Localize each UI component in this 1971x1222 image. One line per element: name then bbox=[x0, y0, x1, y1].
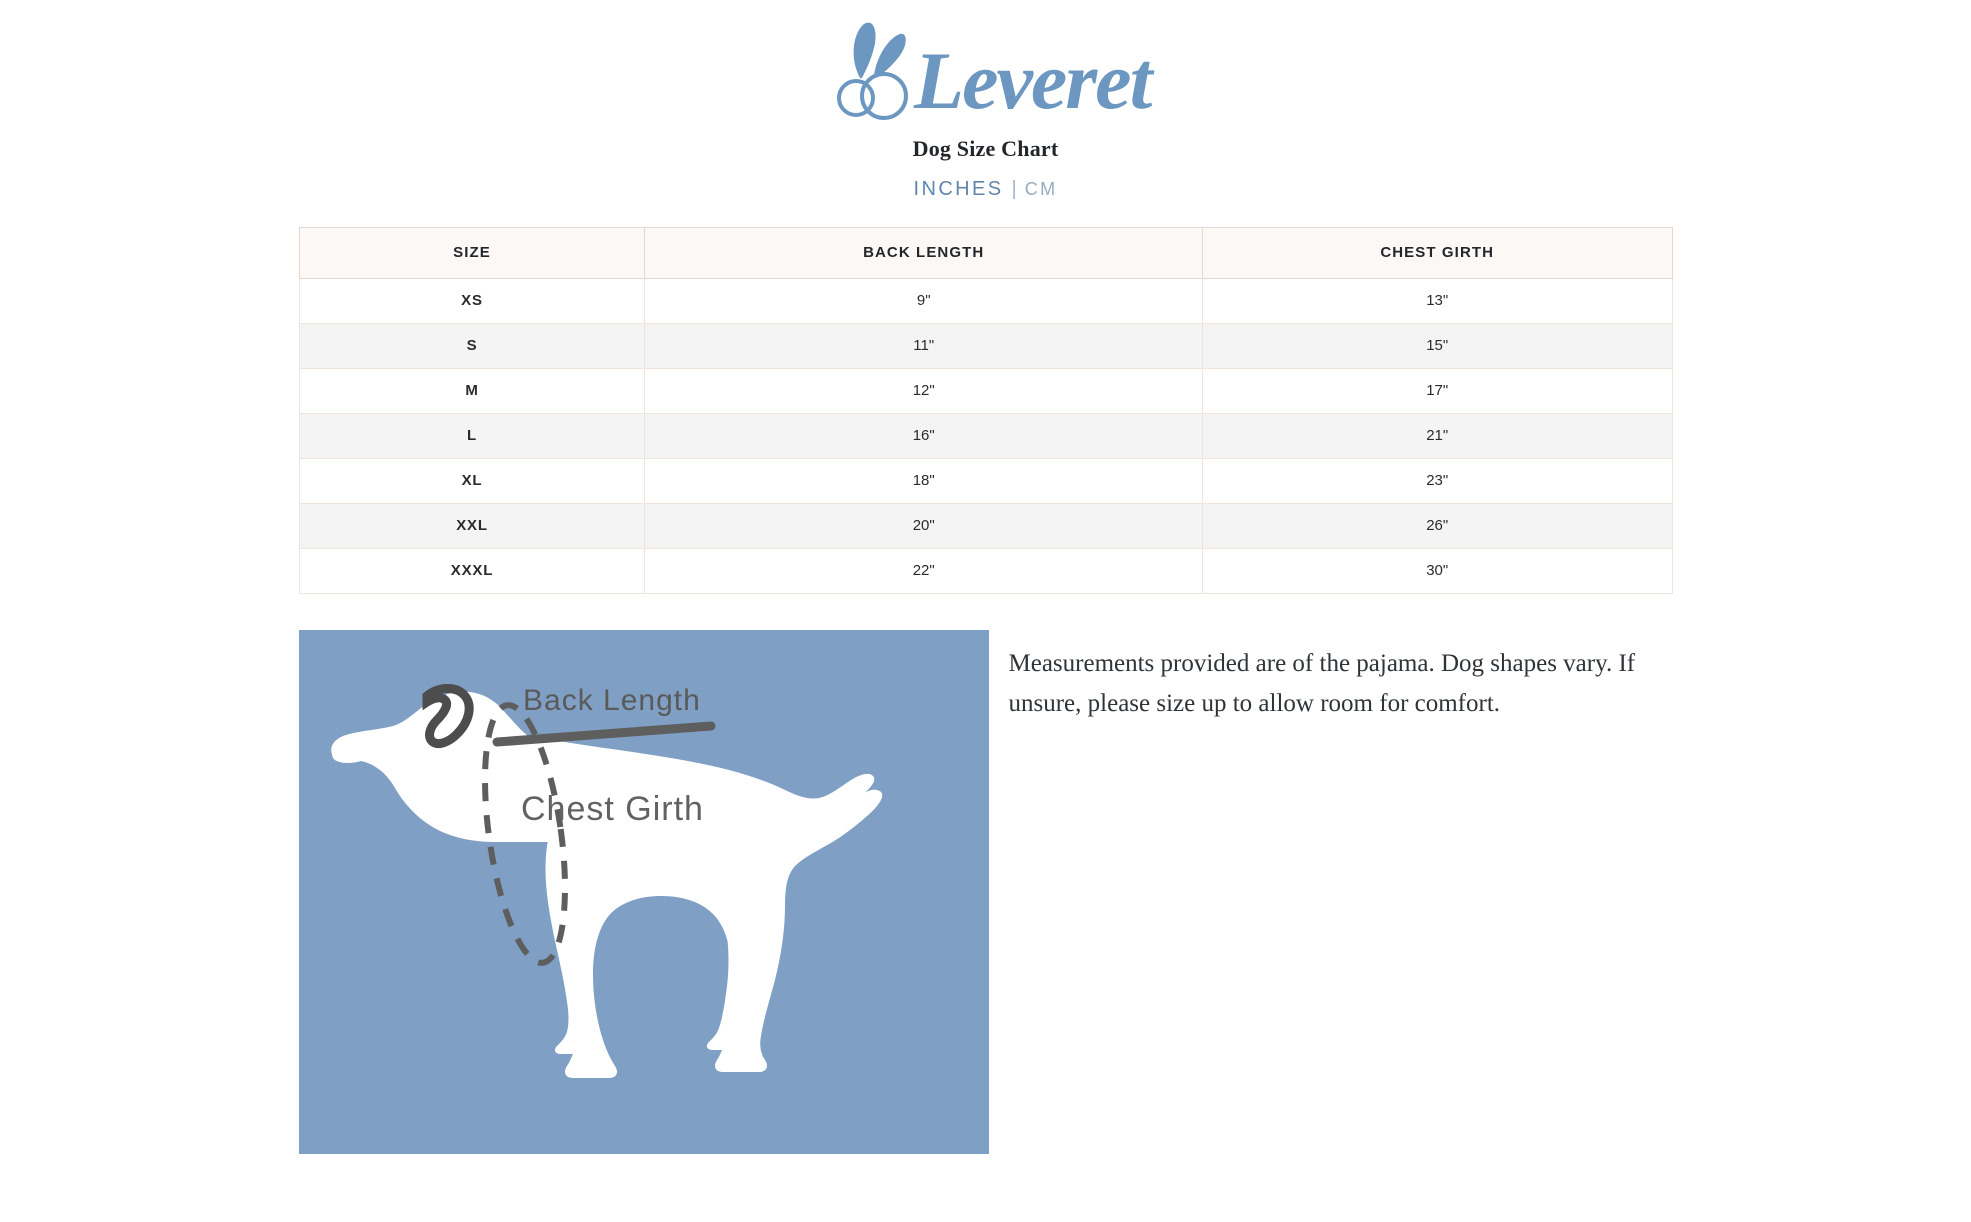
cell-back-length: 16" bbox=[645, 414, 1202, 459]
table-row bbox=[299, 414, 1672, 459]
unit-inches[interactable]: INCHES bbox=[913, 178, 1004, 200]
table-row bbox=[299, 459, 1672, 504]
cell-chest-girth: 30" bbox=[1202, 549, 1672, 594]
table-row bbox=[299, 369, 1672, 414]
illustration-and-note bbox=[299, 630, 1673, 1154]
brand-logo bbox=[0, 0, 1971, 126]
cell-back-length: 20" bbox=[645, 504, 1202, 549]
cell-size: S bbox=[299, 324, 645, 369]
bunny-logo-icon bbox=[816, 16, 1156, 126]
column-header-chest-girth: CHEST GIRTH bbox=[1202, 228, 1672, 279]
size-table bbox=[299, 227, 1673, 594]
unit-toggle[interactable] bbox=[0, 178, 1971, 201]
cell-back-length: 9" bbox=[645, 279, 1202, 324]
table-row bbox=[299, 504, 1672, 549]
column-header-size: SIZE bbox=[299, 228, 645, 279]
cell-chest-girth: 15" bbox=[1202, 324, 1672, 369]
cell-chest-girth: 26" bbox=[1202, 504, 1672, 549]
cell-size: XL bbox=[299, 459, 645, 504]
cell-back-length: 18" bbox=[645, 459, 1202, 504]
size-table-wrapper bbox=[299, 227, 1673, 594]
cell-back-length: 22" bbox=[645, 549, 1202, 594]
cell-size: XXXL bbox=[299, 549, 645, 594]
cell-size: M bbox=[299, 369, 645, 414]
unit-separator: | bbox=[1011, 178, 1017, 200]
page-title: Dog Size Chart bbox=[912, 136, 1059, 161]
svg-text:Leveret: Leveret bbox=[913, 35, 1150, 126]
cell-back-length: 12" bbox=[645, 369, 1202, 414]
measurement-note: Measurements provided are of the pajama. Dog shapes vary. If unsure, please size up to allow room for comfort. bbox=[1008, 650, 1636, 717]
chest-girth-label: Chest Girth bbox=[520, 790, 704, 828]
table-row bbox=[299, 549, 1672, 594]
cell-size: L bbox=[299, 414, 645, 459]
dog-diagram bbox=[299, 630, 989, 1154]
cell-size: XS bbox=[299, 279, 645, 324]
unit-cm[interactable]: CM bbox=[1024, 179, 1058, 199]
table-row bbox=[299, 324, 1672, 369]
back-length-label: Back Length bbox=[522, 684, 701, 717]
column-header-back-length: BACK LENGTH bbox=[645, 228, 1202, 279]
cell-chest-girth: 17" bbox=[1202, 369, 1672, 414]
cell-chest-girth: 13" bbox=[1202, 279, 1672, 324]
table-row bbox=[299, 279, 1672, 324]
cell-back-length: 11" bbox=[645, 324, 1202, 369]
cell-chest-girth: 23" bbox=[1202, 459, 1672, 504]
cell-chest-girth: 21" bbox=[1202, 414, 1672, 459]
cell-size: XXL bbox=[299, 504, 645, 549]
table-header-row bbox=[299, 228, 1672, 279]
dog-measurement-diagram-icon bbox=[299, 630, 989, 1154]
